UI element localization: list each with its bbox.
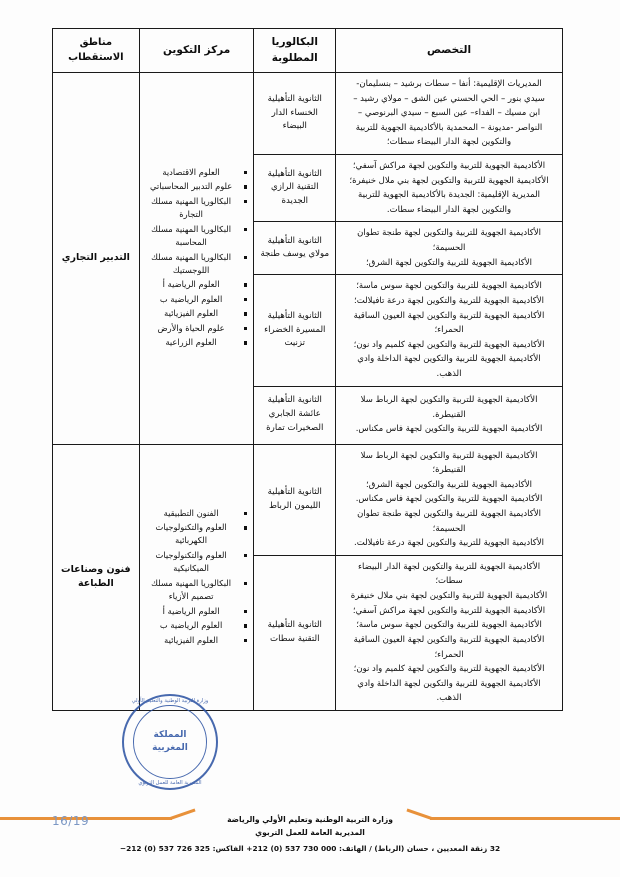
spec-line: الأكاديمية الجهوية للتربية والتكوين لجهة فاس مكناس. — [355, 494, 543, 505]
spec-line: الأكاديمية الجهوية للتربية والتكوين لجهة الرباط سلا — [360, 395, 538, 406]
spec-line: المديريات الإقليمية: أنفا – سطات برشيد – بنسليمان- — [356, 79, 542, 89]
spec-line: الأكاديمية الجهوية للتربية والتكوين لجهة مراكش آسفي؛ — [352, 605, 546, 616]
list-item: علوم التدبير المحاسباتي — [145, 180, 249, 193]
page-number: 16/19 — [52, 814, 90, 828]
spec-line: الأكاديمية الجهوية للتربية والتكوين لجهة العيون الساقية — [353, 310, 545, 321]
header-row — [53, 29, 563, 73]
cell-training-center — [139, 444, 254, 710]
spec-line: الأكاديمية الجهوية للتربية والتكوين لجهة بني ملال خنيفرة — [350, 591, 548, 602]
cell-baccalaureate: الثانوية التأهيلية مولاي يوسف طنجة — [254, 222, 336, 275]
spec-line: الأكاديمية الجهوية للتربية والتكوين لجهة الشرق؛ — [366, 257, 533, 268]
cell-baccalaureate: الثانوية التأهيلية الليمون الرباط — [254, 444, 336, 555]
spec-line: المديرية الإقليمية: الجديدة بالأكاديمية الجهوية للتربية — [358, 190, 541, 201]
admission-table-container — [52, 28, 563, 711]
cell-specialization — [336, 222, 563, 275]
spec-line: القنيطرة. — [432, 409, 466, 420]
spec-line: سطات؛ — [435, 576, 463, 587]
spec-line: الأكاديمية الجهوية للتربية والتكوين لجهة درعة تافيلالت؛ — [354, 295, 545, 306]
footer-ministry: وزارة التربية الوطنية وتعليم الأولي والرياضة — [227, 815, 393, 824]
spec-line: الأكاديمية الجهوية للتربية والتكوين لجهة الداخلة وادي — [357, 354, 541, 365]
spec-line: الحسيمة؛ — [432, 243, 466, 254]
cell-baccalaureate: الثانوية التأهيلية المسيرة الخضراء تزنيت — [254, 275, 336, 386]
spec-line: الأكاديمية الجهوية للتربية والتكوين لجهة فاس مكناس. — [355, 424, 543, 435]
cell-baccalaureate: الثانوية التأهيلية التقنية سطات — [254, 555, 336, 710]
list-item: العلوم الرياضية ب — [145, 293, 249, 306]
spec-line: الأكاديمية الجهوية للتربية والتكوين لجهة طنجة تطوان — [357, 509, 541, 520]
spec-line: القنيطرة؛ — [432, 465, 466, 476]
spec-line: الأكاديمية الجهوية للتربية والتكوين لجهة بني ملال خنيفرة؛ — [349, 175, 549, 186]
stamp-line-2: المغربية — [152, 743, 188, 753]
spec-line: الأكاديمية الجهوية للتربية والتكوين لجهة سوس ماسة؛ — [356, 620, 542, 631]
table-row — [53, 444, 563, 555]
spec-line: الحسيمة؛ — [432, 523, 466, 534]
cell-specialization — [336, 386, 563, 444]
spec-line: الأكاديمية الجهوية للتربية والتكوين لجهة الداخلة وادي — [357, 678, 541, 689]
stamp-line-1: المملكة — [153, 730, 187, 741]
header-training-center: مركز التكوين — [139, 29, 254, 73]
list-item: علوم الحياة والأرض — [145, 322, 249, 335]
spec-line: الأكاديمية الجهوية للتربية والتكوين لجهة الشرق؛ — [366, 479, 533, 490]
stamp-arc-top: وزارة التربية الوطنية والتعليم الأولي — [131, 697, 209, 704]
spec-line: الحمراء؛ — [434, 325, 464, 336]
cell-specialization — [336, 155, 563, 222]
spec-line: الأكاديمية الجهوية للتربية والتكوين لجهة كلميم واد نون؛ — [353, 664, 545, 675]
list-item: العلوم الفيزيائية — [145, 634, 249, 647]
list-item: العلوم والتكنولوجيات الميكانيكية — [145, 549, 249, 576]
cell-specialization — [336, 275, 563, 386]
spec-line: الأكاديمية الجهوية للتربية والتكوين لجهة الدار البيضاء — [357, 561, 541, 572]
spec-line: والتكوين لجهة الدار البيضاء سطات؛ — [386, 137, 512, 148]
stamp-arc-bottom: المديرية العامة للعمل التربوي — [138, 780, 202, 786]
footer-directorate: المديرية العامة للعمل التربوي — [255, 828, 365, 838]
list-item: البكالوريا المهنية مسلك المحاسبة — [145, 223, 249, 250]
list-item: البكالوريا المهنية مسلك اللوجستيك — [145, 251, 249, 278]
spec-line: الحمراء؛ — [434, 649, 464, 660]
cell-specialization — [336, 73, 563, 155]
stamp-inner-ring — [133, 705, 207, 779]
header-baccalaureate: البكالوريا المطلوبة — [254, 29, 336, 73]
cell-baccalaureate: الثانوية التأهيلية التقنية الرازي الجديدة — [254, 155, 336, 222]
spec-line: الذهب. — [436, 693, 462, 704]
list-item: العلوم الرياضية ب — [145, 619, 249, 632]
spec-line: الأكاديمية الجهوية للتربية والتكوين لجهة طنجة تطوان — [357, 228, 541, 239]
training-center-list — [145, 507, 249, 647]
spec-line: الأكاديمية الجهوية للتربية والتكوين لجهة العيون الساقية — [353, 634, 545, 645]
cell-catchment-zone: التدبير التجاري — [53, 73, 140, 445]
spec-line: الأكاديمية الجهوية للتربية والتكوين لجهة درعة تافيلالت. — [354, 538, 545, 549]
admission-table — [52, 28, 563, 711]
spec-line: والتكوين لجهة الدار البيضاء سطات. — [386, 204, 512, 215]
spec-line: الأكاديمية الجهوية للتربية والتكوين لجهة سوس ماسة؛ — [356, 281, 542, 292]
table-row — [53, 73, 563, 155]
footer-contact: 32 زنقة المعديين ، حسان (الرباط) / الهاتف: 000 730 537 (0) 212+ الفاكس: 325 726 537 (0) 212− — [119, 843, 501, 853]
list-item: البكالوريا المهنية مسلك التجارة — [145, 195, 249, 222]
footer-text-block — [0, 813, 620, 853]
list-item: العلوم الرياضية أ — [145, 278, 249, 291]
spec-line: الأكاديمية الجهوية للتربية والتكوين لجهة كلميم واد نون؛ — [353, 339, 545, 350]
spec-line: الأكاديمية الجهوية للتربية والتكوين لجهة الرباط سلا — [360, 450, 538, 461]
table-body — [53, 73, 563, 711]
list-item: العلوم الرياضية أ — [145, 605, 249, 618]
spec-line: النواصر -مديونة – المحمدية بالأكاديمية الجهوية للتربية — [355, 122, 543, 133]
spec-line: الأكاديمية الجهوية للتربية والتكوين لجهة مراكش آسفي؛ — [352, 161, 546, 172]
cell-baccalaureate: الثانوية التأهيلية الخنساء الدار البيضاء — [254, 73, 336, 155]
cell-catchment-zone: فنون وصناعات الطباعة — [53, 444, 140, 710]
list-item: البكالوريا المهنية مسلك تصميم الأزياء — [145, 577, 249, 604]
spec-line: سيدي بنور – الحي الحسني عين الشق – مولاي رشيد – — [353, 93, 545, 104]
list-item: العلوم الزراعية — [145, 336, 249, 349]
header-specialization: التخصص — [336, 29, 563, 73]
cell-training-center — [139, 73, 254, 445]
list-item: العلوم الاقتصادية — [145, 166, 249, 179]
spec-line: الذهب. — [436, 368, 462, 379]
spec-line: ابن مسيك – الفداء– عين السبع – سيدي البرنوصي – — [357, 108, 541, 119]
cell-specialization — [336, 555, 563, 710]
cell-baccalaureate: الثانوية التأهيلية عائشة الجابري الصخيرات تمارة — [254, 386, 336, 444]
table-header — [53, 29, 563, 73]
list-item: العلوم والتكنولوجيات الكهربائية — [145, 521, 249, 548]
cell-specialization — [336, 444, 563, 555]
page-footer — [0, 811, 620, 877]
list-item: العلوم الفيزيائية — [145, 307, 249, 320]
training-center-list — [145, 166, 249, 350]
list-item: الفنون التطبيقية — [145, 507, 249, 520]
header-catchment-zone: مناطق الاستقطاب — [53, 29, 140, 73]
